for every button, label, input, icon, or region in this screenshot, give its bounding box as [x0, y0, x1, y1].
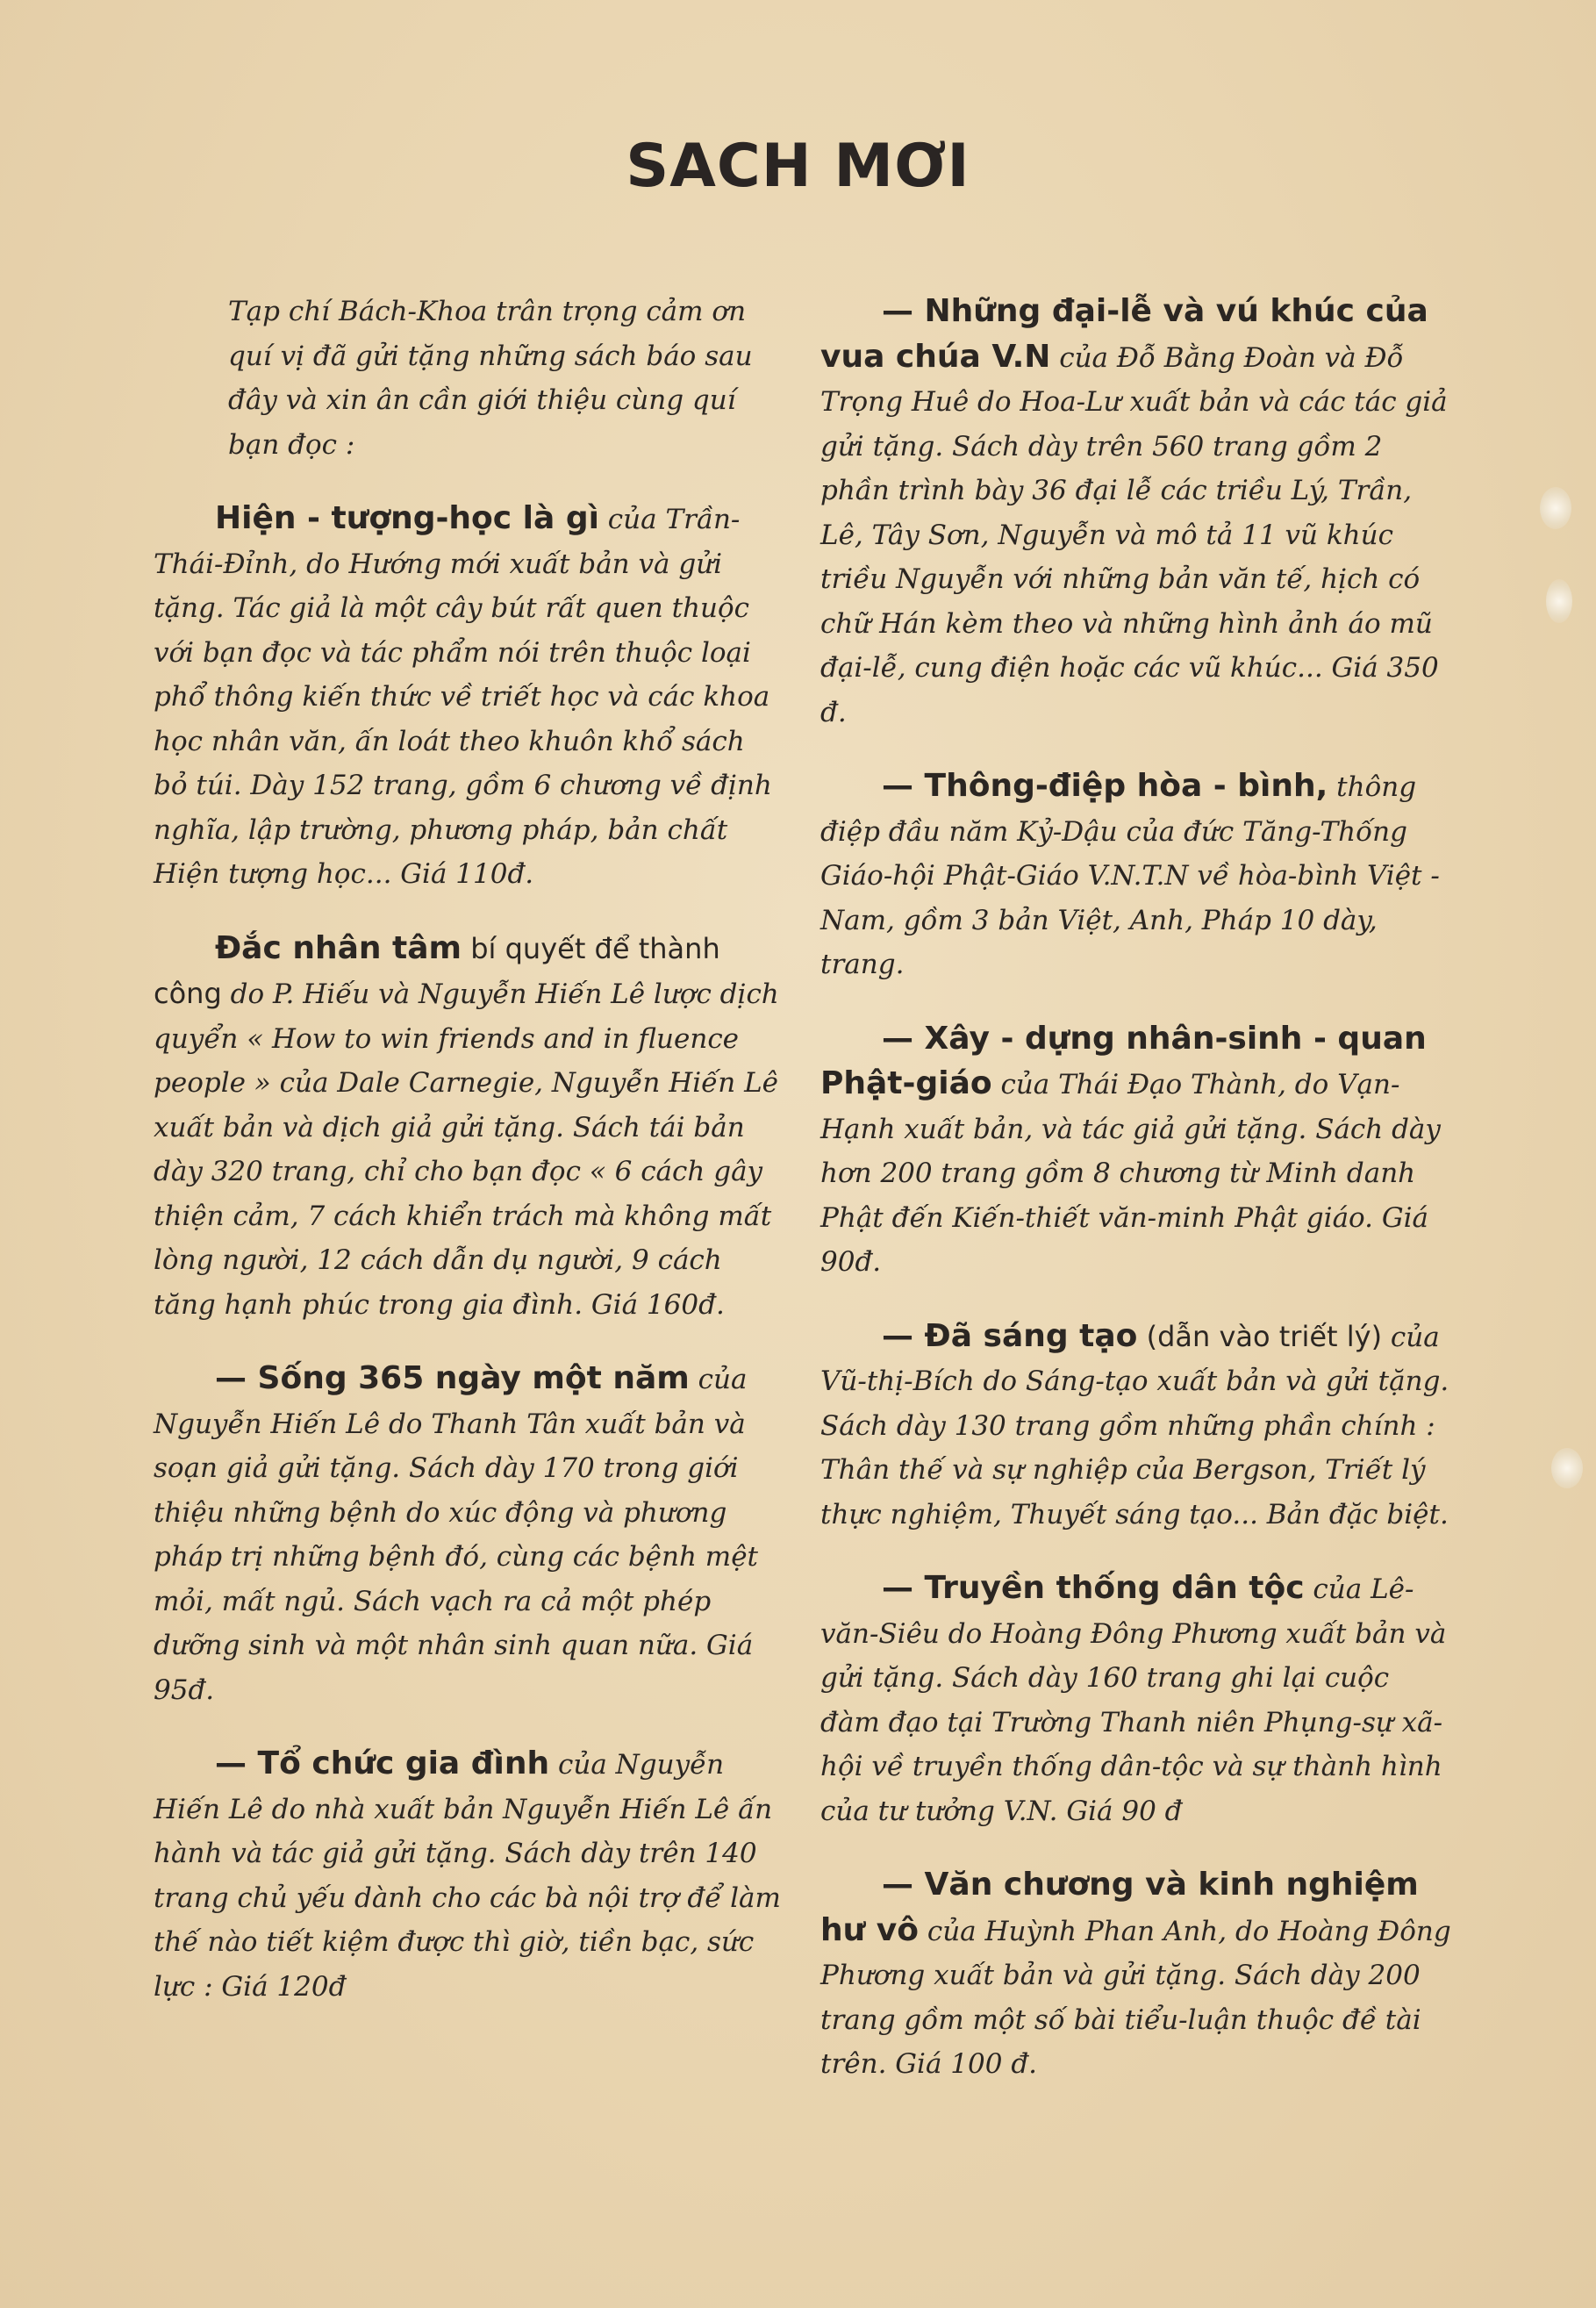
book-entry: [820, 1566, 1452, 1833]
book-description: do P. Hiếu và Nguyễn Hiến Lê lược dịch quyển « How to win friends and in fluence people » của Dale Carnegie, Nguyễn Hiến Lê xuất bản và dịch giả gửi tặng. Sách tái bản dày 320 trang, chỉ cho bạn đọc « 6 cách gây thiện cảm, 7 cách khiển trách mà không mất lòng người, 12 cách dẫn dụ người, 9 cách tăng hạnh phúc trong gia đình. Giá 160đ.: [154, 978, 779, 1321]
book-entry: [820, 1017, 1452, 1285]
book-entry: [154, 1357, 785, 1712]
book-subtitle: bí quyết để thành công: [154, 931, 720, 1010]
book-description: của Lê-văn-Siêu do Hoàng Đông Phương xuất bản và gửi tặng. Sách dày 160 trang ghi lại cuộc đàm đạo tại Trường Thanh niên Phụng-sự xã-hội về truyền thống dân-tộc và sự thành hình của tư tưởng V.N. Giá 90 đ: [820, 1573, 1447, 1827]
book-title: Hiện - tượng-học là gì: [215, 500, 599, 536]
book-title: — Truyền thống dân tộc: [882, 1570, 1305, 1606]
book-description: của Nguyễn Hiến Lê do Thanh Tân xuất bản và soạn giả gửi tặng. Sách dày 170 trong giới thiệu những bệnh do xúc động và phương pháp trị những bệnh đó, cùng các bệnh mệt mỏi, mất ngủ. Sách vạch ra cả một phép dưỡng sinh và một nhân sinh quan nữa. Giá 95đ.: [154, 1364, 759, 1706]
book-title: — Tổ chức gia đình: [215, 1745, 550, 1781]
paper-stain: [1546, 579, 1572, 623]
book-description: của Nguyễn Hiến Lê do nhà xuất bản Nguyễn Hiến Lê ấn hành và tác giả gửi tặng. Sách dày trên 140 trang chủ yếu dành cho các bà nội trợ để làm thế nào tiết kiệm được thì giờ, tiền bạc, sức lực : Giá 120đ: [154, 1749, 781, 2003]
book-title: — Xây - dựng nhân-sinh - quan Phật-giáo: [820, 1020, 1427, 1101]
intro-paragraph: Tạp chí Bách-Khoa trân trọng cảm ơn quí vị đã gửi tặng những sách báo sau đây và xin ân cần giới thiệu cùng quí bạn đọc :: [228, 296, 753, 461]
right-column: [820, 290, 1452, 2117]
book-entry: [820, 1863, 1452, 2087]
book-entry: [820, 290, 1452, 735]
book-title: — Văn chương và kinh nghiệm hư vô: [820, 1867, 1419, 1948]
book-description: của Thái Đạo Thành, do Vạn-Hạnh xuất bản, và tác giả gửi tặng. Sách dày hơn 200 trang gồm 8 chương từ Minh danh Phật đến Kiến-thiết văn-minh Phật giáo. Giá 90đ.: [820, 1069, 1441, 1278]
book-title: Đắc nhân tâm: [215, 929, 462, 966]
page-title: SACH MƠI: [626, 132, 970, 201]
paper-stain: [1540, 487, 1571, 529]
book-entry: [820, 764, 1452, 987]
book-description: của Trần-Thái-Đỉnh, do Hướng mới xuất bản và gửi tặng. Tác giả là một cây bút rất quen thuộc với bạn đọc và tác phẩm nói trên thuộc loại phổ thông kiến thức về triết học và các khoa học nhân văn, ấn loát theo khuôn khổ sách bỏ túi. Dày 152 trang, gồm 6 chương về định nghĩa, lập trường, phương pháp, bản chất Hiện tượng học... Giá 110đ.: [154, 504, 772, 890]
book-description: của Đỗ Bằng Đoàn và Đỗ Trọng Huê do Hoa-Lư xuất bản và các tác giả gửi tặng. Sách dày trên 560 trang gồm 2 phần trình bày 36 đại lễ các triều Lý, Trần, Lê, Tây Sơn, Nguyễn và mô tả 11 vũ khúc triều Nguyễn với những bản văn tế, hịch có chữ Hán kèm theo và những hình ảnh áo mũ đại-lễ, cung điện hoặc các vũ khúc... Giá 350 đ.: [820, 341, 1448, 728]
book-title: — Những đại-lễ và vú khúc của vua chúa V.N: [820, 293, 1428, 375]
book-entry: [154, 927, 785, 1328]
book-title: — Sống 365 ngày một năm: [215, 1360, 690, 1396]
paper-stain: [1551, 1448, 1583, 1488]
book-title: — Đã sáng tạo: [882, 1317, 1138, 1354]
book-title: — Thông-điệp hòa - bình,: [882, 768, 1328, 804]
book-entry: [154, 497, 785, 897]
book-description: của Vũ-thị-Bích do Sáng-tạo xuất bản và gửi tặng. Sách dày 130 trang gồm những phần chính : Thân thế và sự nghiệp của Bergson, Triết lý thực nghiệm, Thuyết sáng tạo... Bản đặc biệt.: [820, 1321, 1449, 1530]
left-column: [154, 290, 785, 2039]
book-entry: [154, 1742, 785, 2009]
book-description: thông điệp đầu năm Kỷ-Dậu của đức Tăng-Thống Giáo-hội Phật-Giáo V.N.T.N về hòa-bình Việt - Nam, gồm 3 bản Việt, Anh, Pháp 10 dày, trang.: [820, 771, 1440, 980]
book-subtitle: (dẫn vào triết lý): [1137, 1319, 1383, 1353]
book-entry: [820, 1315, 1452, 1537]
book-description: của Huỳnh Phan Anh, do Hoàng Đông Phương xuất bản và gửi tặng. Sách dày 200 trang gồm một số bài tiểu-luận thuộc đề tài trên. Giá 100 đ.: [820, 1915, 1451, 2080]
